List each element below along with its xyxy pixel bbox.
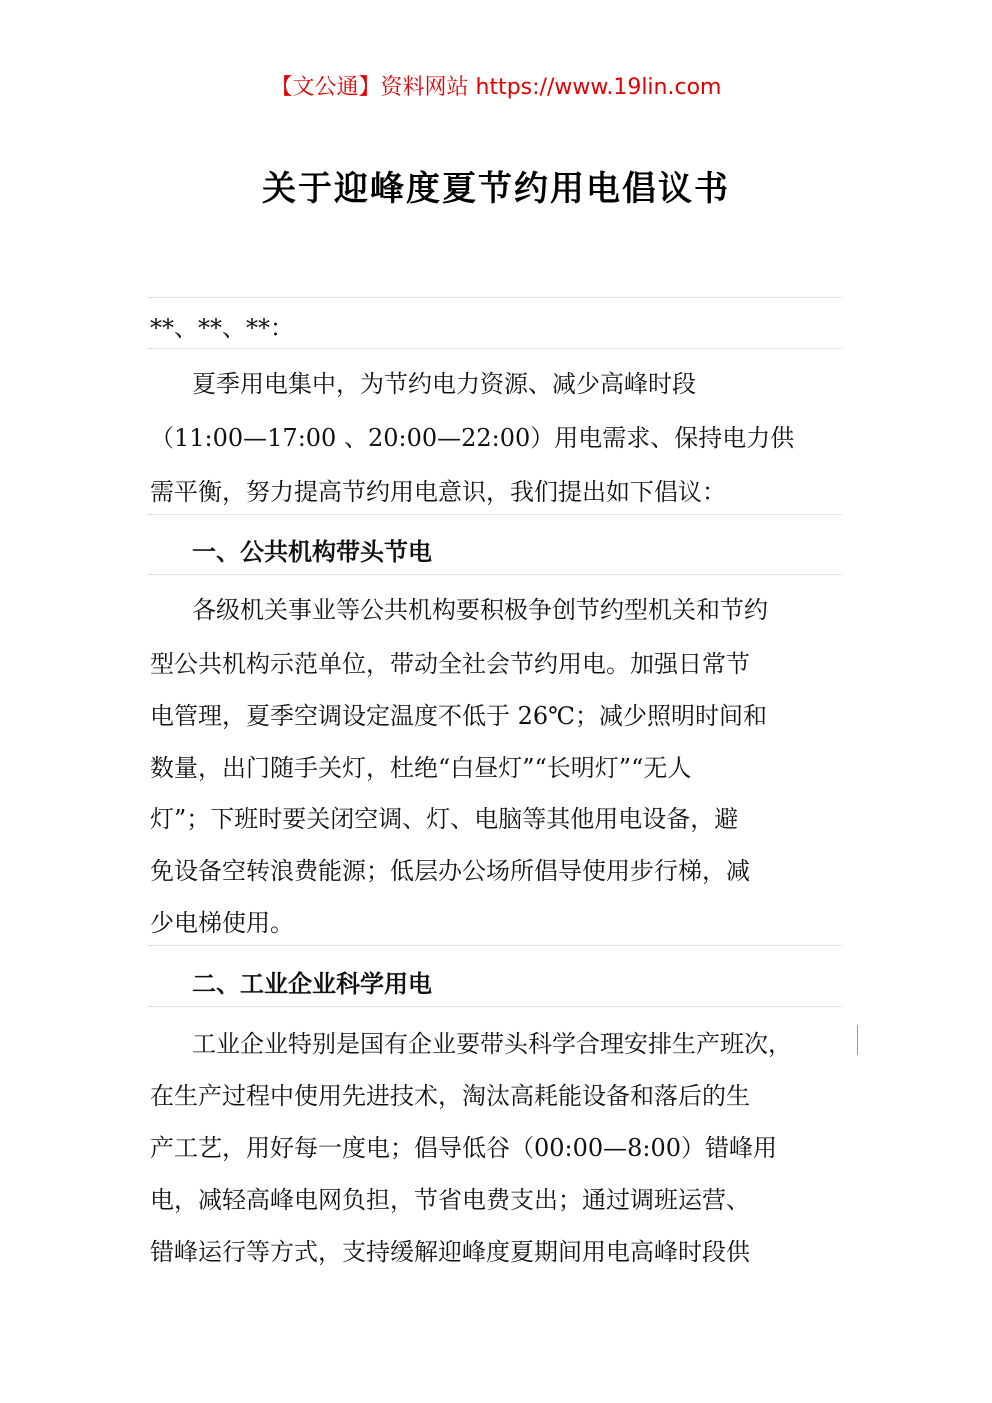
section-heading: 二、工业企业科学用电 [192, 970, 432, 998]
divider [148, 1006, 842, 1007]
site-header: 【文公通】资料网站 https://www.19lin.com [270, 75, 722, 100]
text-cursor-mark [857, 1025, 858, 1055]
divider [148, 297, 842, 298]
paragraph-line: 各级机关事业等公共机构要积极争创节约型机关和节约 [192, 596, 768, 624]
paragraph-line: 工业企业特别是国有企业要带头科学合理安排生产班次， [192, 1030, 792, 1058]
section-heading: 一、公共机构带头节电 [192, 538, 432, 566]
paragraph-line: 灯”；下班时要关闭空调、灯、电脑等其他用电设备，避 [150, 805, 739, 833]
paragraph-line: 在生产过程中使用先进技术，淘汰高耗能设备和落后的生 [150, 1082, 750, 1110]
paragraph-line: 少电梯使用。 [150, 909, 294, 937]
paragraph-line: 电管理，夏季空调设定温度不低于 26℃；减少照明时间和 [150, 702, 768, 730]
paragraph-line: 错峰运行等方式，支持缓解迎峰度夏期间用电高峰时段供 [150, 1238, 750, 1266]
paragraph-line: 型公共机构示范单位，带动全社会节约用电。加强日常节 [150, 650, 750, 678]
paragraph-line: 产工艺，用好每一度电；倡导低谷（00:00—8:00）错峰用 [150, 1134, 778, 1162]
paragraph-line: 电，减轻高峰电网负担，节省电费支出；通过调班运营、 [150, 1186, 750, 1214]
paragraph-line: 数量，出门随手关灯，杜绝“白昼灯”“长明灯”“无人 [150, 754, 692, 782]
divider [148, 945, 842, 946]
divider [148, 514, 842, 515]
paragraph-line: 免设备空转浪费能源；低层办公场所倡导使用步行梯，减 [150, 857, 750, 885]
divider [148, 348, 842, 349]
intro-line: （11:00—17:00 、20:00—22:00）用电需求、保持电力供 [150, 424, 795, 452]
document-title: 关于迎峰度夏节约用电倡议书 [262, 169, 730, 209]
salutation: **、**、**： [150, 314, 294, 342]
intro-line: 夏季用电集中，为节约电力资源、减少高峰时段 [192, 370, 696, 398]
divider [148, 574, 842, 575]
intro-line: 需平衡，努力提高节约用电意识，我们提出如下倡议： [150, 478, 726, 506]
